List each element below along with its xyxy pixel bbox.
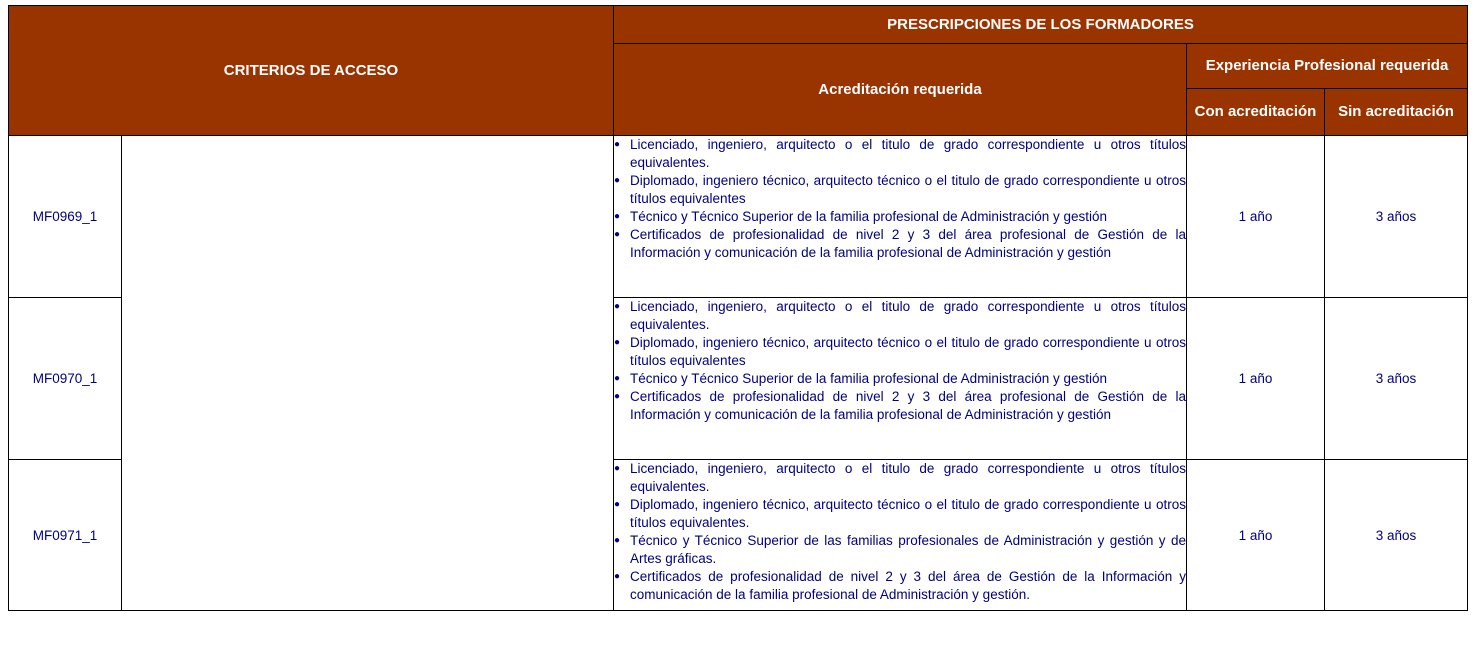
list-item: ● Técnico y Técnico Superior de la familia profesional de Administración y gestión (614, 209, 1107, 224)
con-acreditacion-value: 1 año (1187, 298, 1325, 460)
con-acreditacion-value: 1 año (1187, 460, 1325, 611)
prescripciones-header: PRESCRIPCIONES DE LOS FORMADORES (614, 6, 1468, 44)
con-acreditacion-header: Con acreditación (1187, 89, 1325, 136)
bullet-icon: ● (614, 373, 621, 384)
sin-acreditacion-value: 3 años (1325, 298, 1468, 460)
bullet-icon: ● (614, 301, 621, 312)
experiencia-header: Experiencia Profesional requerida (1187, 44, 1468, 89)
bullet-icon: ● (614, 571, 621, 582)
formadores-table (8, 5, 1468, 611)
bullet-icon: ● (614, 175, 621, 186)
list-item: ● Diplomado, ingeniero técnico, arquitecto técnico o el titulo de grado correspondiente u otros títulos equivalentes (614, 173, 1186, 206)
list-item: ● Licenciado, ingeniero, arquitecto o el titulo de grado correspondiente u otros títulos equivalentes. (614, 461, 1186, 494)
bullet-icon: ● (614, 499, 621, 510)
table-row (9, 136, 1468, 298)
bullet-icon: ● (614, 391, 621, 402)
acreditacion-header: Acreditación requerida (614, 44, 1187, 136)
list-item: ● Certificados de profesionalidad de nivel 2 y 3 del área profesional de Gestión de la Información y comunicación de la familia profesional de Administración y gestión (614, 227, 1186, 260)
acreditacion-cell (614, 136, 1187, 298)
criterios-header: CRITERIOS DE ACCESO (9, 6, 614, 136)
list-item: ● Licenciado, ingeniero, arquitecto o el titulo de grado correspondiente u otros títulos equivalentes. (614, 299, 1186, 332)
list-item: ● Diplomado, ingeniero técnico, arquitecto técnico o el titulo de grado correspondiente u otros títulos equivalentes. (614, 497, 1186, 530)
acreditacion-cell (614, 460, 1187, 611)
module-code: MF0971_1 (9, 460, 122, 611)
criterios-cell (122, 136, 614, 611)
sin-acreditacion-value: 3 años (1325, 136, 1468, 298)
module-code: MF0969_1 (9, 136, 122, 298)
sin-acreditacion-header: Sin acreditación (1325, 89, 1468, 136)
list-item: ● Licenciado, ingeniero, arquitecto o el titulo de grado correspondiente u otros títulos equivalentes. (614, 137, 1186, 170)
list-item: ● Certificados de profesionalidad de nivel 2 y 3 del área profesional de Gestión de la Información y comunicación de la familia profesional de Administración y gestión (614, 389, 1186, 422)
bullet-icon: ● (614, 535, 621, 546)
acreditacion-cell (614, 298, 1187, 460)
bullet-icon: ● (614, 229, 621, 240)
list-item: ● Técnico y Técnico Superior de las familias profesionales de Administración y gestión y de Artes gráficas. (614, 533, 1186, 566)
bullet-icon: ● (614, 463, 621, 474)
con-acreditacion-value: 1 año (1187, 136, 1325, 298)
list-item: ● Diplomado, ingeniero técnico, arquitecto técnico o el titulo de grado correspondiente u otros títulos equivalentes (614, 335, 1186, 368)
bullet-icon: ● (614, 337, 621, 348)
bullet-icon: ● (614, 139, 621, 150)
list-item: ● Certificados de profesionalidad de nivel 2 y 3 del área de Gestión de la Información y comunicación de la familia profesional de Administración y gestión. (614, 569, 1186, 602)
sin-acreditacion-value: 3 años (1325, 460, 1468, 611)
module-code: MF0970_1 (9, 298, 122, 460)
list-item: ● Técnico y Técnico Superior de la familia profesional de Administración y gestión (614, 371, 1107, 386)
bullet-icon: ● (614, 211, 621, 222)
